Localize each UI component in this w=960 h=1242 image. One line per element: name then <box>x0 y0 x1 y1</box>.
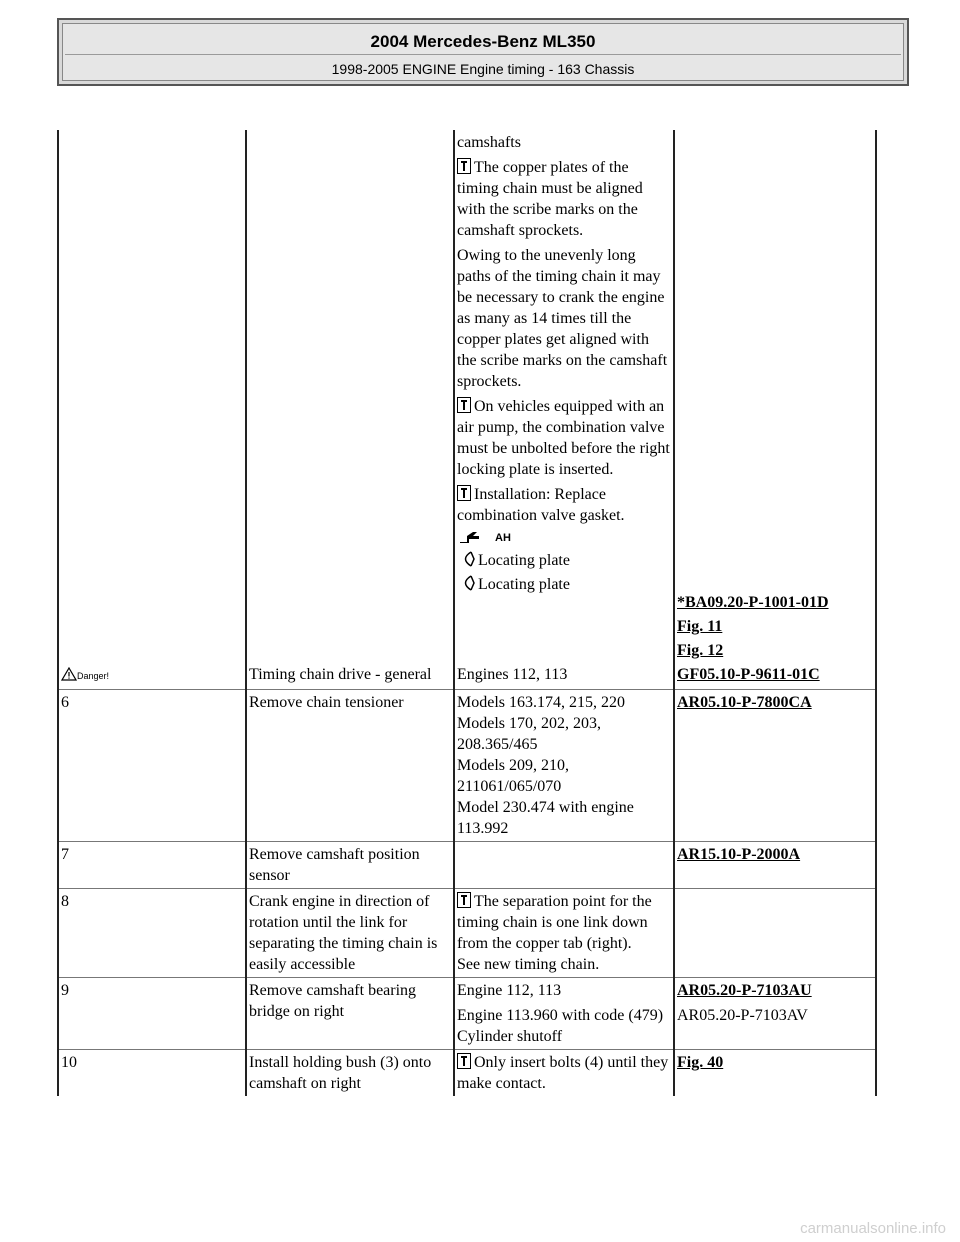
table-row <box>58 1050 876 1097</box>
continued-notes <box>454 130 674 662</box>
pointing-hand-icon <box>459 530 493 546</box>
note-icon <box>457 1053 471 1069</box>
ah-row <box>457 526 671 550</box>
table-row <box>58 690 876 842</box>
step-text: Remove camshaft bearing bridge on right <box>246 978 454 1050</box>
info-text: Models 163.174, 215, 220 Models 170, 202, 203, 208.365/465 Models 209, 210, 211061/065/070 Model 230.474 with engine 113.992 <box>454 690 674 842</box>
note-item: The copper plates of the timing chain must be aligned with the scribe marks on the camshaft sprockets. <box>457 159 643 239</box>
fig-link[interactable]: Fig. 12 <box>677 642 724 659</box>
table-row <box>58 130 876 662</box>
ref-link[interactable]: AR15.10-P-2000A <box>674 842 876 889</box>
diagram-icon <box>457 551 475 567</box>
ref-text: AR05.20-P-7103AV <box>677 1007 808 1024</box>
ref-link[interactable]: *BA09.20-P-1001-01D <box>677 594 829 611</box>
note-item: Only insert bolts (4) until they make contact. <box>457 1054 669 1092</box>
note-item: On vehicles equipped with an air pump, the combination valve must be unbolted before the right locking plate is inserted. <box>457 398 670 478</box>
ah-label: AH <box>495 532 511 544</box>
step-text: Timing chain drive - general <box>246 662 454 690</box>
locating-plate-row: Locating plate <box>457 550 671 574</box>
info-text: Engine 112, 113 Engine 113.960 with code (479) Cylinder shutoff <box>454 978 674 1050</box>
ref-link[interactable]: AR05.20-P-7103AU <box>677 982 812 999</box>
ref-link[interactable]: GF05.10-P-9611-01C <box>674 662 876 690</box>
danger-label: Danger! <box>77 671 110 681</box>
step-number: 9 <box>58 978 246 1050</box>
step-text: Remove camshaft position sensor <box>246 842 454 889</box>
continued-text: camshafts <box>457 134 521 151</box>
page-header <box>57 18 909 86</box>
locating-plate-row: Locating plate <box>457 574 671 594</box>
step-text: Crank engine in direction of rotation until the link for separating the timing chain is easily accessible <box>246 889 454 978</box>
step-number: 8 <box>58 889 246 978</box>
info-text <box>454 1050 674 1097</box>
info-text: Engines 112, 113 <box>454 662 674 690</box>
page-footer <box>0 1206 960 1242</box>
fig-link[interactable]: Fig. 11 <box>677 618 723 635</box>
step-text: Remove chain tensioner <box>246 690 454 842</box>
step-text: Install holding bush (3) onto camshaft on right <box>246 1050 454 1097</box>
note-icon <box>457 158 471 174</box>
note-item: Installation: Replace combination valve gasket. <box>457 486 625 524</box>
table-row <box>58 662 876 690</box>
note-icon <box>457 485 471 501</box>
table-row <box>58 978 876 1050</box>
table-row <box>58 889 876 978</box>
table-row <box>58 842 876 889</box>
header-title: 2004 Mercedes-Benz ML350 <box>370 32 596 51</box>
step-number: 6 <box>58 690 246 842</box>
footer-watermark: carmanualsonline.info <box>800 1220 946 1237</box>
header-subtitle: 1998-2005 ENGINE Engine timing - 163 Chassis <box>331 61 635 77</box>
note-item: The separation point for the timing chain is one link down from the copper tab (right). <box>457 893 652 952</box>
info-text <box>454 842 674 889</box>
warning-icon <box>61 667 77 681</box>
note-icon <box>457 397 471 413</box>
info-text: The separation point for the timing chain is one link down from the copper tab (right). See new timing chain. <box>454 889 674 978</box>
fig-link[interactable]: Fig. 40 <box>674 1050 876 1097</box>
note-icon <box>457 892 471 908</box>
diagram-icon <box>457 575 475 591</box>
step-number: 7 <box>58 842 246 889</box>
note-text: Owing to the unevenly long paths of the timing chain it may be necessary to crank the engine as many as 14 times till the copper plates get aligned with the scribe marks on the camshaft sprockets. <box>457 247 668 390</box>
procedure-table <box>57 130 877 1096</box>
step-number: 10 <box>58 1050 246 1097</box>
ref-link[interactable]: AR05.10-P-7800CA <box>674 690 876 842</box>
